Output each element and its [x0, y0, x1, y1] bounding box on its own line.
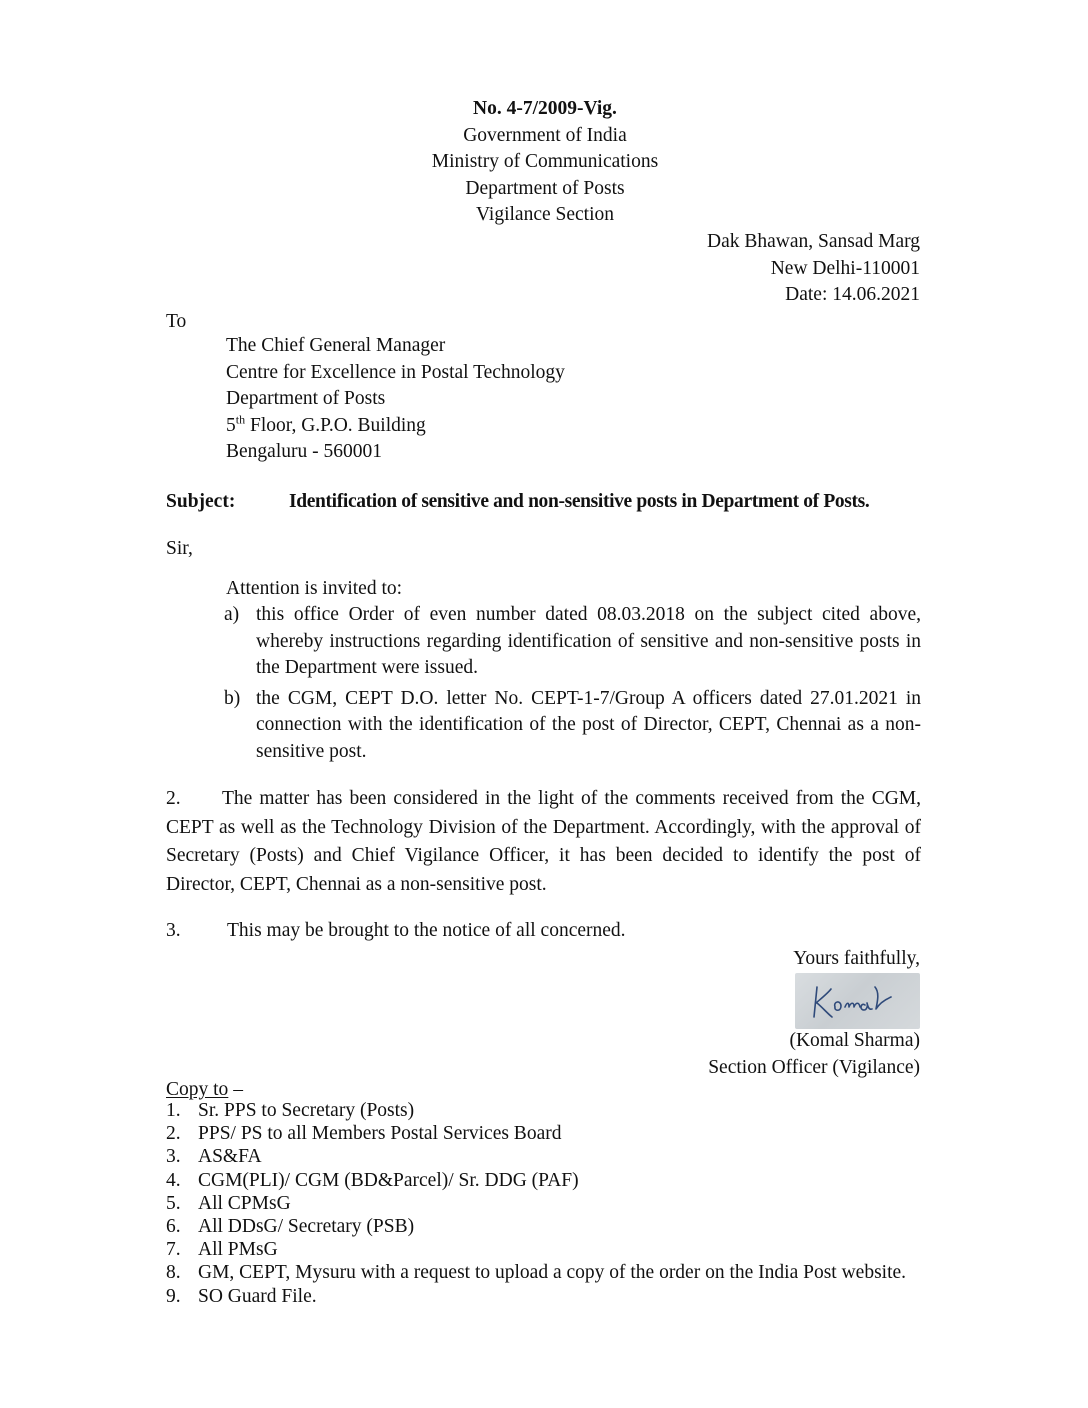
address-line-1: Dak Bhawan, Sansad Marg	[706, 231, 920, 252]
floor-number: 5	[226, 414, 236, 436]
reference-item	[224, 602, 921, 682]
recipient-line-2: Centre for Excellence in Postal Technology	[226, 361, 565, 383]
copy-item	[166, 1145, 946, 1168]
copy-to-dash: –	[228, 1079, 243, 1100]
paragraph-2-text: The matter has been considered in the light of the comments received from the CGM, CEPT as well as the Technology Division of the Department. Accordingly, with the approval of Secretary (Posts) and Chief Vigilance Officer, it has been decided to identify the post of Director, CEPT, Chennai as a non-sensitive post.	[166, 788, 921, 895]
copy-item-text: All DDsG/ Secretary (PSB)	[198, 1216, 415, 1238]
recipient-line-3: Department of Posts	[226, 388, 386, 409]
copy-item-text: GM, CEPT, Mysuru with a request to upload a copy of the order on the India Post website.	[198, 1262, 907, 1284]
paragraph-2	[166, 785, 921, 899]
copy-item	[166, 1285, 946, 1308]
signatory-designation: Section Officer (Vigilance)	[708, 1056, 920, 1078]
copy-to-label: Copy to	[166, 1079, 229, 1100]
floor-building: Floor, G.P.O. Building	[245, 414, 426, 436]
copy-item-text: AS&FA	[198, 1146, 262, 1168]
copy-item-text: SO Guard File.	[198, 1285, 317, 1307]
copy-item-number: 4.	[166, 1169, 181, 1191]
paragraph-2-number: 2.	[166, 788, 181, 809]
copy-item-text: All PMsG	[198, 1239, 278, 1261]
recipient-line-4	[226, 413, 565, 440]
copy-item	[166, 1261, 946, 1284]
subject-label: Subject:	[166, 491, 236, 512]
copy-item-text: All CPMsG	[198, 1192, 291, 1214]
copy-item-number: 6.	[166, 1216, 181, 1238]
reference-item	[224, 686, 921, 766]
paragraph-3	[166, 918, 626, 945]
to-label: To	[166, 311, 187, 332]
copy-item-text: Sr. PPS to Secretary (Posts)	[198, 1100, 415, 1121]
copy-item	[166, 1238, 946, 1261]
copy-item-text: CGM(PLI)/ CGM (BD&Parcel)/ Sr. DDG (PAF)	[198, 1169, 579, 1191]
copy-item	[166, 1169, 946, 1192]
paragraph-3-number: 3.	[166, 920, 181, 941]
ministry-line: Ministry of Communications	[431, 151, 659, 172]
paragraph-3-text: This may be brought to the notice of all concerned.	[227, 920, 626, 941]
reference-text: this office Order of even number dated 08.03.2018 on the subject cited above, whereby instructions regarding identification of sensitive and non-sensitive posts in the Department were issued.	[256, 604, 921, 678]
section-line: Vigilance Section	[476, 204, 614, 225]
signature-scribble-icon	[795, 973, 920, 1029]
copy-item-number: 5.	[166, 1192, 181, 1214]
copy-item	[166, 1215, 946, 1238]
copy-item-number: 9.	[166, 1285, 181, 1307]
copy-item-number: 8.	[166, 1262, 181, 1284]
copy-item	[166, 1192, 946, 1215]
copy-item-number: 3.	[166, 1146, 181, 1168]
signatory	[560, 1028, 920, 1081]
copy-item	[166, 1099, 946, 1122]
letter-date: Date: 14.06.2021	[785, 284, 920, 305]
recipient-line-5: Bengaluru - 560001	[226, 441, 382, 462]
govt-line: Government of India	[463, 124, 627, 146]
valediction: Yours faithfully,	[793, 948, 920, 969]
file-number: No. 4-7/2009-Vig.	[473, 98, 617, 119]
reference-list	[224, 602, 921, 765]
copy-item-number: 2.	[166, 1123, 181, 1145]
copy-item-text: PPS/ PS to all Members Postal Services Board	[198, 1123, 562, 1145]
copy-to-list	[166, 1099, 946, 1308]
address-line-2: New Delhi-110001	[770, 257, 920, 279]
signatory-name: (Komal Sharma)	[789, 1030, 920, 1051]
salutation: Sir,	[166, 538, 193, 559]
copy-item-number: 7.	[166, 1239, 181, 1261]
reference-label: a)	[224, 604, 240, 625]
signature-image	[795, 973, 920, 1029]
department-line: Department of Posts	[465, 177, 625, 199]
letterhead	[300, 96, 790, 229]
recipient-line-1: The Chief General Manager	[226, 335, 446, 356]
subject-text: Identification of sensitive and non-sensitive posts in Department of Posts.	[289, 491, 870, 512]
reference-label: b)	[224, 687, 241, 709]
office-address	[560, 229, 920, 309]
intro-text: Attention is invited to:	[226, 578, 403, 599]
recipient-address	[226, 333, 565, 466]
copy-item	[166, 1122, 946, 1145]
copy-item-number: 1.	[166, 1100, 181, 1121]
reference-text: the CGM, CEPT D.O. letter No. CEPT-1-7/Group A officers dated 27.01.2021 in connection with the identification of the post of Director, CEPT, Chennai as a non-sensitive post.	[256, 687, 921, 762]
floor-suffix: th	[235, 412, 246, 426]
